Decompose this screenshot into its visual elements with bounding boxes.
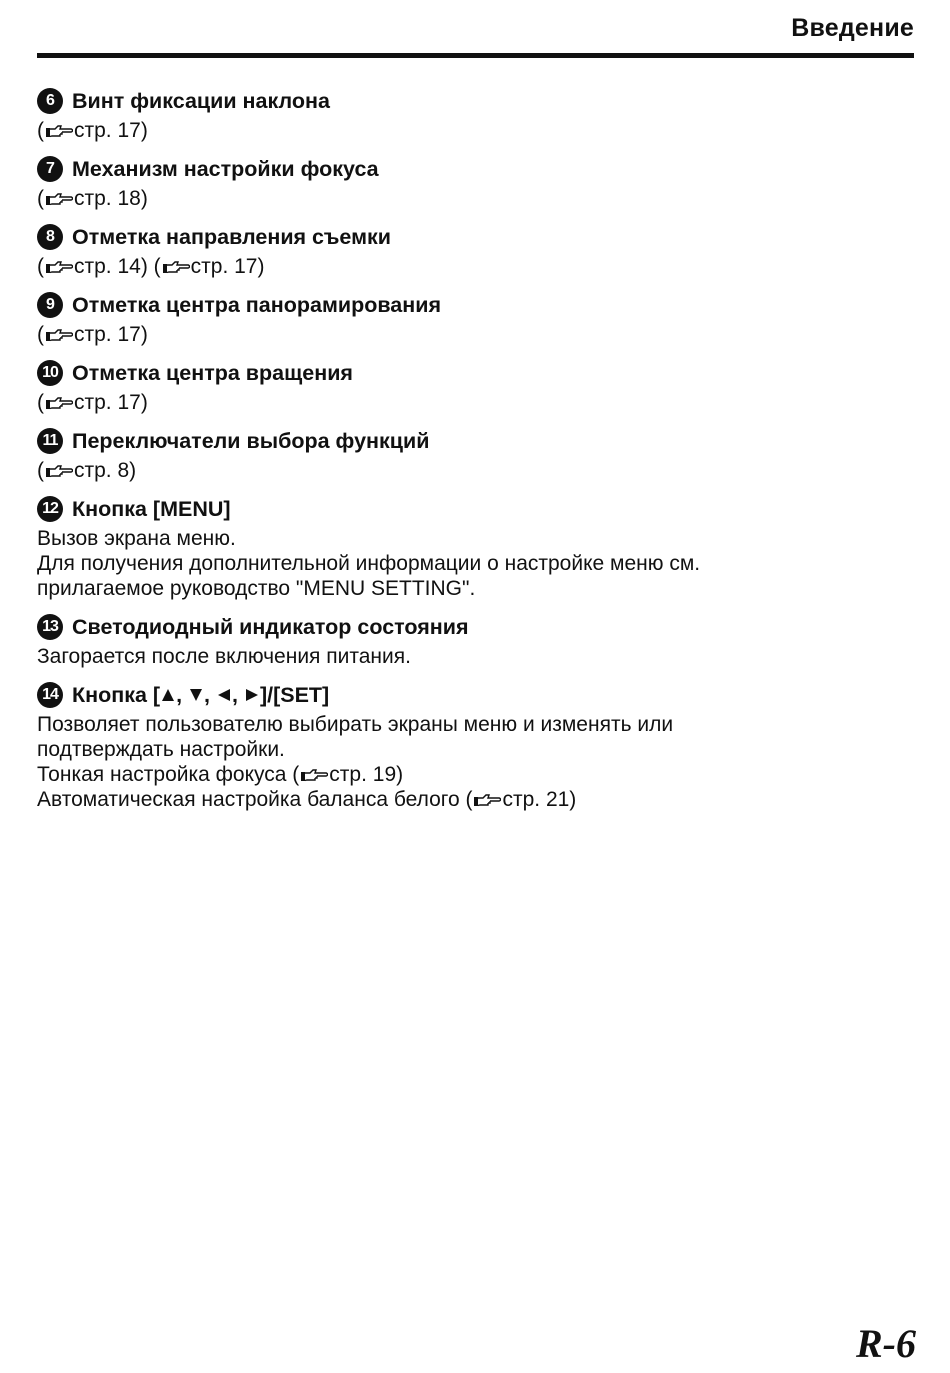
pointing-hand-icon (45, 191, 73, 207)
item-number-badge: 6 (37, 88, 63, 114)
description-line: Вызов экрана меню. (37, 527, 236, 550)
section-title: Введение (791, 14, 914, 42)
entry-title (37, 222, 917, 252)
page-reference: ( стр. 8) (37, 459, 137, 482)
list-item (37, 358, 917, 415)
parts-description-list (37, 86, 917, 823)
entry-title-text: Механизм настройки фокуса (72, 157, 379, 181)
entry-title-text: Отметка центра панорамирования (72, 293, 441, 317)
item-number-badge: 14 (37, 682, 63, 708)
item-number-badge: 12 (37, 496, 63, 522)
entry-title (37, 680, 917, 710)
description-line: Загорается после включения питания. (37, 645, 411, 668)
description-line: подтверждать настройки. (37, 738, 285, 761)
entry-title (37, 290, 917, 320)
header-rule (37, 53, 914, 58)
description-line: прилагаемое руководство "MENU SETTING". (37, 577, 476, 600)
item-number-badge: 11 (37, 428, 63, 454)
description-reference-line: Тонкая настройка фокуса ( стр. 19) (37, 763, 404, 786)
entry-title-text: Отметка центра вращения (72, 361, 353, 385)
entry-title-text: Кнопка [MENU] (72, 497, 231, 521)
pointing-hand-icon (45, 259, 73, 275)
triangle-up-icon (161, 688, 175, 702)
description-reference-line: Автоматическая настройка баланса белого ( стр. 21) (37, 788, 577, 811)
entry-title (37, 358, 917, 388)
page-reference: ( стр. 14) ( стр. 17) (37, 255, 265, 278)
entry-title-text: Отметка направления съемки (72, 225, 391, 249)
pointing-hand-icon (473, 792, 501, 808)
entry-title-text: Винт фиксации наклона (72, 89, 330, 113)
entry-description (37, 642, 917, 669)
entry-title-text: Кнопка [ , , , ]/[SET] (72, 683, 330, 707)
list-item (37, 494, 917, 601)
page-reference: ( стр. 17) (37, 391, 148, 414)
list-item (37, 612, 917, 669)
list-item (37, 222, 917, 279)
list-item (37, 426, 917, 483)
item-number-badge: 13 (37, 614, 63, 640)
entry-title-text: Переключатели выбора функций (72, 429, 430, 453)
entry-title (37, 86, 917, 116)
triangle-left-icon (217, 688, 231, 702)
entry-title (37, 154, 917, 184)
page-number: R-6 (856, 1321, 916, 1366)
page-reference: ( стр. 17) (37, 119, 148, 142)
list-item (37, 86, 917, 143)
item-number-badge: 7 (37, 156, 63, 182)
entry-title (37, 426, 917, 456)
page-reference: ( стр. 18) (37, 187, 148, 210)
pointing-hand-icon (162, 259, 190, 275)
triangle-down-icon (189, 688, 203, 702)
pointing-hand-icon (45, 123, 73, 139)
page-reference: ( стр. 17) (37, 323, 148, 346)
item-number-badge: 8 (37, 224, 63, 250)
entry-title (37, 612, 917, 642)
description-line: Для получения дополнительной информации о настройке меню см. (37, 552, 701, 575)
entry-description (37, 710, 917, 812)
item-number-badge: 10 (37, 360, 63, 386)
list-item (37, 290, 917, 347)
pointing-hand-icon (45, 327, 73, 343)
pointing-hand-icon (45, 395, 73, 411)
item-number-badge: 9 (37, 292, 63, 318)
entry-description (37, 524, 917, 601)
list-item (37, 680, 917, 812)
list-item (37, 154, 917, 211)
entry-title-text: Светодиодный индикатор состояния (72, 615, 469, 639)
description-line: Позволяет пользователю выбирать экраны меню и изменять или (37, 713, 674, 736)
entry-title (37, 494, 917, 524)
page-header (37, 10, 914, 58)
pointing-hand-icon (45, 463, 73, 479)
triangle-right-icon (245, 688, 259, 702)
pointing-hand-icon (300, 767, 328, 783)
